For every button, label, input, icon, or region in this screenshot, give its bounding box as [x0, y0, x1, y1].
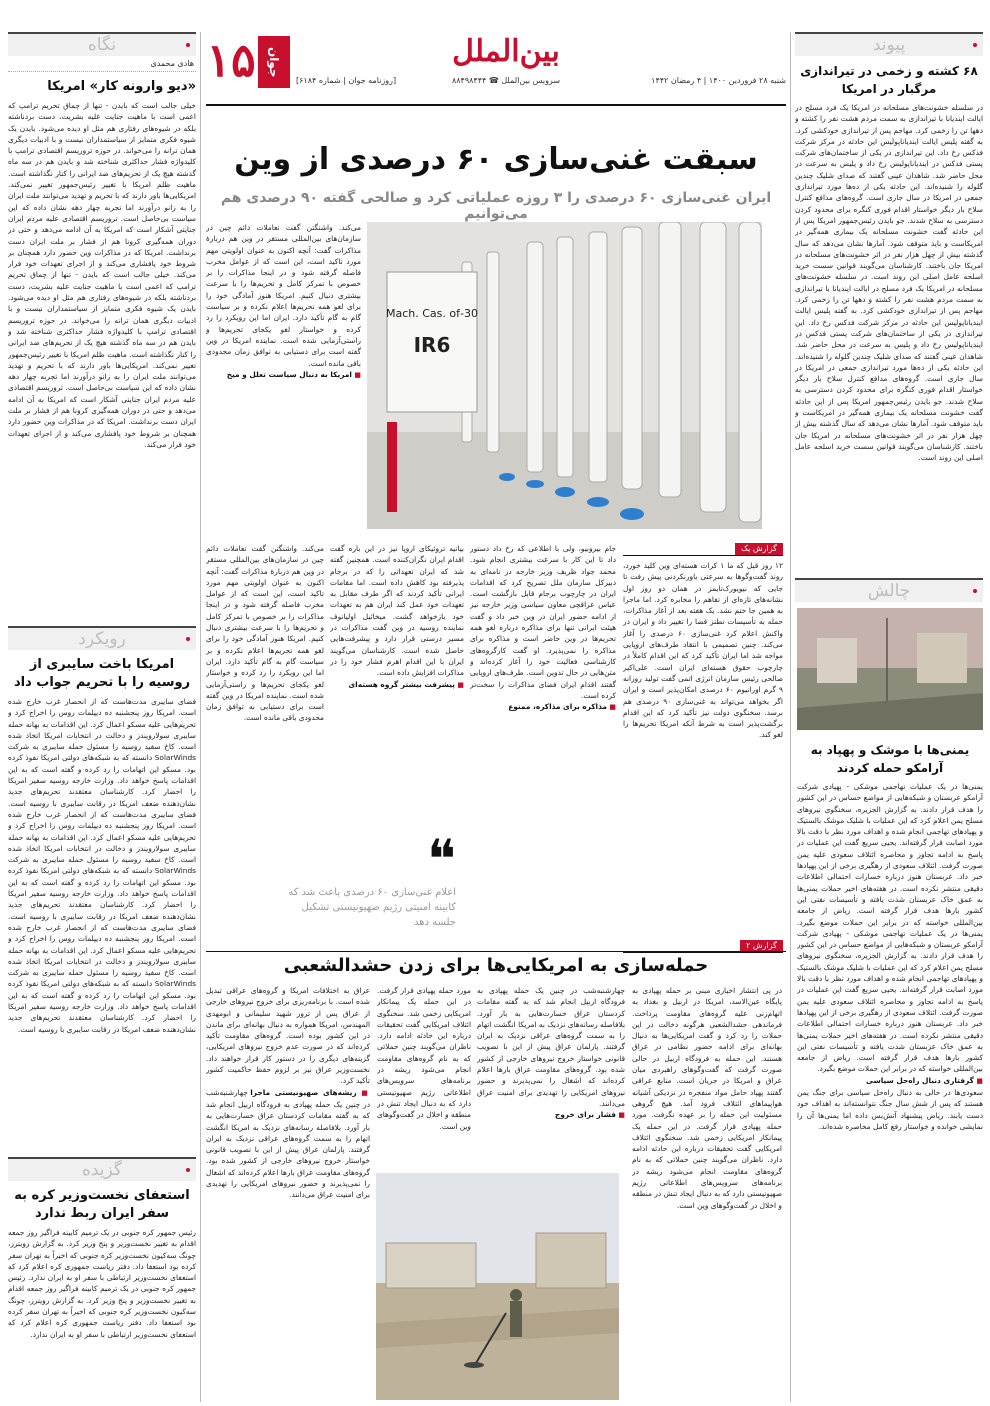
article-col-3: بیانیه تروئیکای اروپا نیز در این باره گفت اقدام ایران نگران‌کننده است. همچنین گفته شد که ایران تعهداتی را که در برجام پذیرفته بود کاهش داده است. اما مقامات ایرانی تأکید کردند که اگر طرف مقابل به تعهدات خود عمل کند ایران هم به تعهدات خود بازخواهد گشت. میخائیل اولیانوف نماینده روسیه در وین گفت مذاکرات در مسیر درستی قرار دارد و پیشرفت‌هایی حاصل شده است. کارشناسان می‌گویند ایران با این اقدام اهرم فشار خود را در مذاکرات افزایش داده است. ■ پیشرفت بیشتر گروه هسته‌ای: [330, 543, 464, 828]
report2-col-1: در پی انتشار اخباری مبنی بر حمله پهپادی به پایگاه عین‌الاسد، امریکا در اربیل و بغداد به اتهام‌زنی علیه گروه‌های مقاومت پرداخت. فرماندهی حشدالشعبی هرگونه دخالت در این حملات را رد کرد و گفت امریکایی‌ها به دنبال بهانه‌ای برای ادامه حضور نظامی در عراق هستند. این حمله به فرودگاه اربیل در حالی صورت گرفت که گفت‌وگوهای راهبردی میان عراق و امریکا در جریان است. منابع عراقی گفتند پهپاد حامل مواد منفجره در نزدیکی آشیانه هواپیماهای ائتلاف فرود آمد. هیچ گروهی مسئولیت این حمله را بر عهده نگرفت. مورد حمله پهپادی قرار گرفت. در این حمله یک پیمانکار امریکایی زخمی شد. سخنگوی ائتلاف امریکایی گفت تحقیقات درباره این حادثه ادامه دارد. ناظران می‌گویند چنین حملاتی که به نام گروه‌های مقاومت انجام می‌شود ریشه در برنامه‌های سرویس‌های اطلاعاتی رژیم صهیونیستی دارد که به دنبال ایجاد تنش در منطقه و اخلال در گفت‌وگوهای وین است.: [632, 986, 782, 1210]
article-col-1: ۱۲ روز قبل که ما ۱ کرات هسته‌ای وین کلید خورد، روند گفت‌وگوها به سرعتی باورنکردنی پیش رفت تا جایی که نیویورک‌تایمز در همان دو روز اول نشانه‌های تازه‌ای از تفاهم را مخابره کرد. اما ماجرا به همین جا ختم نشد. یک هفته بعد از آغاز مذاکرات، حمله به تأسیسات نطنز فضا را تغییر داد و ایران در واکنش اعلام کرد غنی‌سازی ۶۰ درصدی را آغاز می‌کند. چنین تصمیمی با انتقاد طرف‌های اروپایی مواجه شد اما ایران تأکید کرد که این اقدام کاملاً در چارچوب حقوق هسته‌ای ایران است. علی‌اکبر صالحی رئیس سازمان انرژی اتمی گفت تولید روزانه ۹ گرم اورانیوم ۶۰ درصدی امکان‌پذیر است و ایران اگر بخواهد می‌تواند به غنی‌سازی ۹۰ درصدی هم برسد. سخنگوی دولت نیز تأکید کرد که این اقدام برگشت‌پذیر است به شرط آنکه امریکا تحریم‌ها را لغو کند.: [623, 561, 783, 740]
quote-icon: ❝: [426, 828, 456, 891]
right-lower: [797, 735, 983, 1366]
report-tag-2: گزارش ۲: [623, 940, 783, 953]
left-column: [8, 32, 196, 1402]
right-subhead: ■ گرفتاری دنبال راه‌حل سیاسی: [866, 1076, 983, 1085]
left-body-2: فضای سایبری مدت‌هاست که از انحصار غرب خارج شده است. امریکا روز پنجشنبه ده دیپلمات روس را اخراج کرد و تحریم‌هایی علیه مسکو اعمال کرد. این اقدامات به بهانه حمله سایبری سولارویندز و دخالت در انتخابات امریکا اتخاذ شده است. کاخ سفید روسیه را مسئول حمله سایبری به شرکت SolarWinds دانسته که به شبکه‌های دولتی امریکا نفوذ کرده بود. مسکو این اتهامات را رد کرده و گفته است که به این اقدامات پاسخ خواهد داد. وزارت خارجه روسیه سفیر امریکا را احضار کرد. کارشناسان معتقدند تحریم‌های جدید نشان‌دهنده ضعف امریکا در رقابت سایبری با روسیه است. فضای سایبری مدت‌هاست که از انحصار غرب خارج شده است. امریکا روز پنجشنبه ده دیپلمات روس را اخراج کرد و تحریم‌هایی علیه مسکو اعمال کرد. این اقدامات به بهانه حمله سایبری سولارویندز و دخالت در انتخابات امریکا اتخاذ شده است. کاخ سفید روسیه را مسئول حمله سایبری به شرکت SolarWinds دانسته که به شبکه‌های دولتی امریکا نفوذ کرده بود. مسکو این اتهامات را رد کرده و گفته است که به این اقدامات پاسخ خواهد داد. وزارت خارجه روسیه سفیر امریکا را احضار کرد. کارشناسان معتقدند تحریم‌های جدید نشان‌دهنده ضعف امریکا در رقابت سایبری با روسیه است. فضای سایبری مدت‌هاست که از انحصار غرب خارج شده است. امریکا روز پنجشنبه ده دیپلمات روس را اخراج کرد و تحریم‌هایی علیه مسکو اعمال کرد. این اقدامات به بهانه حمله سایبری سولارویندز و دخالت در انتخابات امریکا اتخاذ شده است. کاخ سفید روسیه را مسئول حمله سایبری به شرکت SolarWinds دانسته که به شبکه‌های دولتی امریکا نفوذ کرده بود. مسکو این اتهامات را رد کرده و گفته است که به این اقدامات پاسخ خواهد داد. وزارت خارجه روسیه سفیر امریکا را احضار کرد. کارشناسان معتقدند تحریم‌های جدید نشان‌دهنده ضعف امریکا در رقابت سایبری با روسیه است.: [8, 697, 196, 1034]
pull-quote-text: اعلام غنی‌سازی ۶۰ درصدی باعث شد که کابینه امنیتی رژیم صهیونیستی تشکیل جلسه دهد: [288, 887, 456, 928]
section-editor: سرویس بین‌الملل ☎ ۸۸۴۹۸۴۴۴: [451, 76, 561, 85]
report2-col-3: مورد حمله پهپادی قرار گرفت. در این حمله یک پیمانکار امریکایی زخمی شد. سخنگوی ائتلاف امریکایی گفت تحقیقات درباره این حادثه ادامه دارد. ناظران می‌گویند چنین حملاتی که به نام گروه‌های مقاومت انجام می‌شود ریشه در برنامه‌های سرویس‌های اطلاعاتی رژیم صهیونیستی دارد که به دنبال ایجاد تنش در منطقه و اخلال در گفت‌وگوهای وین است.: [377, 986, 471, 1131]
section-tag-negah: نگاه: [8, 32, 196, 56]
left-headline-1: «دیو وارونه کار» امریکا: [47, 79, 196, 94]
article-col-4: می‌کند. واشنگتن گفت تعاملات دائم چین در سازمان‌های بین‌المللی مستقر در وین هم دربارهٔ مذاکرات گفت: آنچه اکنون به عنوان اولویتی مهم مورد تاکید است، این است که از عوامل مخرب فاصله گرفته شود و در اینجا مذاکرات را بر خصوص با تمرکز کامل و تحریم‌ها را با سرعت بیشتری دنبال کنیم. امریکا هنوز آمادگی خود را برای لغو همه تحریم‌ها اعلام نکرده و بر سیاست گام به گام تأکید دارد. ایران اما این رویکرد را رد کرده و خواستار لغو یکجای تحریم‌ها و راستی‌آزمایی شده است. نماینده امریکا در وین گفته است برای دستیابی به توافق زمان محدودی باقی مانده است. ■ امریکا به دنبال سیاست تعلل و میخ: [206, 222, 361, 540]
column-divider: [790, 32, 791, 1402]
sign-line-1: 30-Mach. Cas. of: [386, 307, 478, 320]
left-headline-3: استعفای نخست‌وزیر کره به سفر ایران ربط ندارد: [14, 1188, 190, 1221]
second-headline: حمله‌سازی به امریکایی‌ها برای زدن حشدالشعبی: [283, 955, 709, 976]
yemen-photo: [797, 608, 983, 730]
right-headline-2: یمنی‌ها با موشک و پهپاد به آرامکو حمله کردند: [810, 743, 970, 775]
left-body-1: خیلی جالب است که بایدن - تنها از چماق تحریم ترامپ که اعمی است با ماهیت جنایت علیه بشریت، دست بردناشته بلکه در شیوه‌های رفتاری هم مثل او دیده می‌شود. بایدن یک شیوه فکری متمایز از سیاستمداران نیست و با ادبیات دیگری همان ترانه را می‌خواند. در حوزه تروریسم اقتصادی ترامپ با کلیدواژه فشار حداکثری شناخته شد و بایدن هم در سه ماه گذشته هیچ یک از تحریم‌های ضد ایرانی را کنار نگذاشته است. ماهیت ظلم امریکا با تغییر رئیس‌جمهور تغییر نمی‌کند. امریکایی‌ها باور دارند که با تحریم و تهدید می‌توانند ملت ایران را به زانو درآورند اما تجربه چهار دهه نشان داده که این سیاست بی‌حاصل است. تروریسم اقتصادی علیه مردم ایران جنایتی آشکار است که امریکا به آن ادامه می‌دهد و حتی در دوران همه‌گیری کرونا هم از فشار بر ملت ایران دست برنداشت. امریکا که در مذاکرات وین حضور دارد همچنان بر شروط خود پافشاری می‌کند و از اجرای تعهدات خود فرار می‌کند. خیلی جالب است که بایدن - تنها از چماق تحریم ترامپ که اعمی است با ماهیت جنایت علیه بشریت، دست بردناشته بلکه در شیوه‌های رفتاری هم مثل او دیده می‌شود. بایدن یک شیوه فکری متمایز از سیاستمداران نیست و با ادبیات دیگری همان ترانه را می‌خواند. در حوزه تروریسم اقتصادی ترامپ با کلیدواژه فشار حداکثری شناخته شد و بایدن هم در سه ماه گذشته هیچ یک از تحریم‌های ضد ایرانی را کنار نگذاشته است. ماهیت ظلم امریکا با تغییر رئیس‌جمهور تغییر نمی‌کند. امریکایی‌ها باور دارند که با تحریم و تهدید می‌توانند ملت ایران را به زانو درآورند اما تجربه چهار دهه نشان داده که این سیاست بی‌حاصل است. تروریسم اقتصادی علیه مردم ایران جنایتی آشکار است که امریکا به آن ادامه می‌دهد و حتی در دوران همه‌گیری کرونا هم از فشار بر ملت ایران دست برنداشت. امریکا که در مذاکرات وین حضور دارد همچنان بر شروط خود پافشاری می‌کند و از اجرای تعهدات خود فرار می‌کند.: [8, 101, 196, 449]
soldier-photo: [376, 1173, 619, 1400]
sign-line-2: IR6: [413, 333, 451, 357]
centrifuge-illustration: [367, 222, 762, 529]
page-number-logo: ۱۵: [206, 33, 256, 87]
author-name: هادی محمدی: [8, 56, 196, 72]
base-illustration: [376, 1173, 619, 1400]
main-headline: سبقت غنی‌سازی ۶۰ درصدی از وین: [234, 142, 758, 177]
right-headline-1: ۶۸ کشته و زخمی در تیراندازی مرگبار در امریکا: [800, 64, 978, 96]
left-headline-2: امریکا باخت سایبری از روسیه را با تحریم جواب داد: [13, 657, 191, 690]
masthead: [206, 32, 786, 106]
main-subheadline: ایران غنی‌سازی ۶۰ درصدی را ۳ روزه عملیاتی کرد و صالحی گفته ۹۰ درصدی هم می‌توانیم: [220, 190, 772, 222]
phone-icon: ☎: [488, 76, 499, 85]
pull-quote: [286, 828, 456, 935]
section-tag-chalesh: چالش: [795, 578, 983, 602]
section-tag-gozide: گزیده: [8, 1157, 196, 1181]
section-tag-peyvand: پیوند: [795, 32, 983, 56]
column-divider: [200, 32, 201, 1402]
section-name: بین‌الملل: [452, 34, 560, 69]
article-col-2: جام بیروبیو، ولی با اطلاعی که رخ داد دستور داد تا این کار با سرعت بیشتری انجام شود. محمد جواد ظریف وزیر خارجه در نامه‌ای به دبیرکل سازمان ملل تصریح کرد که اقدامات ایران در چارچوب برجام قابل بازگشت است. عباس عراقچی معاون سیاسی وزیر خارجه نیز از ادامه حضور ایران در وین خبر داد و گفت هیئت ایرانی تنها برای مذاکره درباره لغو همه تحریم‌ها در وین حاضر است و مذاکره برای مذاکره را نمی‌پذیرد. او گفت کارگروه‌های کارشناسی فعالیت خود را آغاز کرده‌اند و متن‌هایی در حال تدوین است. طرف‌های اروپایی گفتند اقدام ایران فضای مذاکرات را سخت‌تر کرده است. ■ مذاکره برای مذاکره، ممنوع: [470, 543, 616, 938]
right-body-1: در سلسله خشونت‌های مسلحانه در امریکا یک فرد مسلح در ایالت ایندیانا با تیراندازی به سمت مردم هشت نفر را کشته و دهها تن را زخمی کرد. مهاجم پس از تیراندازی خودکشی کرد. به گفته پلیس ایالت ایندیاناپولیس این حادثه در مرکز شرکت فدکس رخ داد. این تیراندازی در یکی از ساختمان‌های شرکت پستی فدکس در ایندیاناپولیس رخ داد و پلیس به سرعت در محل حاضر شد. شاهدان عینی گفتند که صدای شلیک چندین گلوله را شنیده‌اند. این حادثه یکی از ده‌ها مورد تیراندازی جمعی در امریکا در سال جاری است. گروه‌های مدافع کنترل سلاح بار دیگر خواستار اقدام فوری کنگره برای محدود کردن دسترسی به سلاح شدند. جو بایدن رئیس‌جمهور امریکا پس از این حادثه گفت خشونت مسلحانه یک بیماری همه‌گیر در امریکاست و باید متوقف شود. آمارها نشان می‌دهد که سال گذشته بیش از چهل هزار نفر در اثر خشونت‌های مسلحانه در امریکا جان باختند. کارشناسان می‌گویند قوانین سست خرید اسلحه عامل اصلی این روند است. در سلسله خشونت‌های مسلحانه در امریکا یک فرد مسلح در ایالت ایندیانا با تیراندازی به سمت مردم هشت نفر را کشته و دهها تن را زخمی کرد. مهاجم پس از تیراندازی خودکشی کرد. به گفته پلیس ایالت ایندیاناپولیس این حادثه در مرکز شرکت فدکس رخ داد. این تیراندازی در یکی از ساختمان‌های شرکت پستی فدکس در ایندیاناپولیس رخ داد و پلیس به سرعت در محل حاضر شد. شاهدان عینی گفتند که صدای شلیک چندین گلوله را شنیده‌اند. این حادثه یکی از ده‌ها مورد تیراندازی جمعی در امریکا در سال جاری است. گروه‌های مدافع کنترل سلاح بار دیگر خواستار اقدام فوری کنگره برای محدود کردن دسترسی به سلاح شدند. جو بایدن رئیس‌جمهور امریکا پس از این حادثه گفت خشونت مسلحانه یک بیماری همه‌گیر در امریکاست و باید متوقف شود. آمارها نشان می‌دهد که سال گذشته بیش از چهل هزار نفر در اثر خشونت‌های مسلحانه در امریکا جان باختند. کارشناسان می‌گویند قوانین سست خرید اسلحه عامل اصلی این روند است.: [795, 103, 983, 463]
report2-col-2: چهارشنبه‌شب در چنین یک حمله پهپادی به فرودگاه اربیل انجام شد که به گفته مقامات کردستان عراق خسارت‌هایی به بار آورد. بلافاصله رسانه‌های نزدیک به امریکا انگشت اتهام را به سمت گروه‌های عراقی نزدیک به ایران گرفتند. پارلمان عراق پیش از این با تصویب قانونی خواستار خروج نیروهای خارجی از کشور شده بود. گروه‌های مقاومت عراق بارها اعلام کرده‌اند که اشغال را نمی‌پذیرند و حضور نیروهای امریکایی را تهدیدی برای امنیت عراق می‌دانند. ■ فشار برای خروج: [477, 985, 625, 1168]
brand-logo: جوان: [258, 36, 290, 88]
issue-info: [روزنامه جوان | شماره ۶۱۸۴]: [296, 76, 397, 85]
article-col-5: می‌کند. واشنگتن گفت تعاملات دائم چین در سازمان‌های بین‌المللی مستقر در وین هم دربارهٔ مذاکرات گفت: آنچه اکنون به عنوان اولویتی مهم مورد تاکید است، این است که از عوامل مخرب فاصله گرفته شود و در اینجا مذاکرات را بر خصوص با تمرکز کامل و تحریم‌ها را با سرعت بیشتری دنبال کنیم. امریکا هنوز آمادگی خود را برای لغو همه تحریم‌ها اعلام نکرده و بر سیاست گام به گام تأکید دارد. ایران اما این رویکرد را رد کرده و خواستار لغو یکجای تحریم‌ها و راستی‌آزمایی شده است. نماینده امریکا در وین گفته است برای دستیابی به توافق زمان محدودی باقی مانده است.: [206, 544, 324, 723]
report2-col-4: عراق به اختلافات امریکا و گروه‌های عراقی تبدیل شده است. با برنامه‌ریزی برای خروج نیروهای خارجی از عراق پس از ترور شهید سلیمانی و ابومهدی المهندس، امریکا همواره به دنبال بهانه‌ای برای ماندن در این کشور بوده است. گروه‌های مقاومت تأکید کرده‌اند که در صورت عدم خروج نیروهای امریکایی، گزینه‌های دیگری را در دستور کار قرار خواهند داد. نخست‌وزیر عراق نیز بر لزوم حفظ حاکمیت کشور تأکید کرد. ■ ریشه‌های صهیونیستی ماجرا چهارشنبه‌شب در چنین یک حمله پهپادی به فرودگاه اربیل انجام شد که به گفته مقامات کردستان عراق خسارت‌هایی به بار آورد. بلافاصله رسانه‌های نزدیک به امریکا انگشت اتهام را به سمت گروه‌های عراقی نزدیک به ایران گرفتند. پارلمان عراق پیش از این با تصویب قانونی خواستار خروج نیروهای خارجی از کشور شده بود. گروه‌های مقاومت عراق بارها اعلام کرده‌اند که اشغال را نمی‌پذیرند و حضور نیروهای امریکایی را تهدیدی برای امنیت عراق می‌دانند.: [206, 985, 370, 1400]
street-illustration: [797, 608, 983, 730]
centrifuge-photo: [367, 222, 762, 529]
report-tag-1: گزارش یک: [623, 543, 783, 556]
left-body-3: رئیس جمهور کره جنوبی در یک ترمیم کابینه فراگیر روز جمعه اقدام به تغییر نخست‌وزیر و پنج وزیر کرد. به گزارش رویترز، چونگ سه‌کیون نخست‌وزیر کره جنوبی که اخیراً به تهران سفر کرده بود استعفا داد. دفتر ریاست جمهوری کره اعلام کرد که استعفای نخست‌وزیر ارتباطی با سفر او به ایران ندارد. رئیس جمهور کره جنوبی در یک ترمیم کابینه فراگیر روز جمعه اقدام به تغییر نخست‌وزیر و پنج وزیر کرد. به گزارش رویترز، چونگ سه‌کیون نخست‌وزیر کره جنوبی که اخیراً به تهران سفر کرده بود استعفا داد. دفتر ریاست جمهوری کره اعلام کرد که استعفای نخست‌وزیر ارتباطی با سفر او به ایران ندارد.: [8, 1228, 196, 1339]
issue-date: شنبه ۲۸ فروردین ۱۴۰۰ | ۴ رمضان ۱۴۴۲: [651, 76, 786, 85]
right-body-2: یمنی‌ها در یک عملیات تهاجمی موشکی - پهپادی شرکت آرامکو عربستان و شبکه‌هایی از مواضع حساس در این کشور را هدف قرار دادند. به گزارش الجزیره، سخنگوی نیروهای مسلح یمن اعلام کرد که این عملیات با شلیک موشک بالستیک و پهپادهای تهاجمی انجام شده و اهداف مورد نظر با دقت بالا مورد اصابت قرار گرفته‌اند. یحیی سریع گفت این عملیات در پاسخ به ادامه تجاوز و محاصره ائتلاف سعودی علیه یمن صورت گرفت. ائتلاف سعودی از رهگیری برخی از این پهپادها خبر داد. عربستان هنوز درباره خسارات احتمالی اطلاعات دقیقی منتشر نکرده است. در هفته‌های اخیر حملات یمنی‌ها به عمق خاک عربستان شدت یافته و تأسیسات نفتی این کشور بارها هدف قرار گرفته است. ریاض از جامعه بین‌المللی خواسته که در برابر این حملات موضع بگیرد. یمنی‌ها در یک عملیات تهاجمی موشکی - پهپادی شرکت آرامکو عربستان و شبکه‌هایی از مواضع حساس در این کشور را هدف قرار دادند. به گزارش الجزیره، سخنگوی نیروهای مسلح یمن اعلام کرد که این عملیات با شلیک موشک بالستیک و پهپادهای تهاجمی انجام شده و اهداف مورد نظر با دقت بالا مورد اصابت قرار گرفته‌اند. یحیی سریع گفت این عملیات در پاسخ به ادامه تجاوز و محاصره ائتلاف سعودی علیه یمن صورت گرفت. ائتلاف سعودی از رهگیری برخی از این پهپادها خبر داد. عربستان هنوز درباره خسارات احتمالی اطلاعات دقیقی منتشر نکرده است. در هفته‌های اخیر حملات یمنی‌ها به عمق خاک عربستان شدت یافته و تأسیسات نفتی این کشور بارها هدف قرار گرفته است. ریاض از جامعه بین‌المللی خواسته که در برابر این حملات موضع بگیرد. ■ گرفتاری دنبال راه‌حل سیاسی سعودی‌ها در حالی به دنبال راه‌حل سیاسی برای جنگ یمن هستند که پس از شش سال جنگ نتوانسته‌اند به اهداف خود دست یابند. ریاض پیشنهاد آتش‌بس داده اما یمنی‌ها آن را نمایشی خوانده و خواستار رفع کامل محاصره شده‌اند.: [797, 781, 983, 1366]
section-tag-rooykard: رویکرد: [8, 626, 196, 650]
